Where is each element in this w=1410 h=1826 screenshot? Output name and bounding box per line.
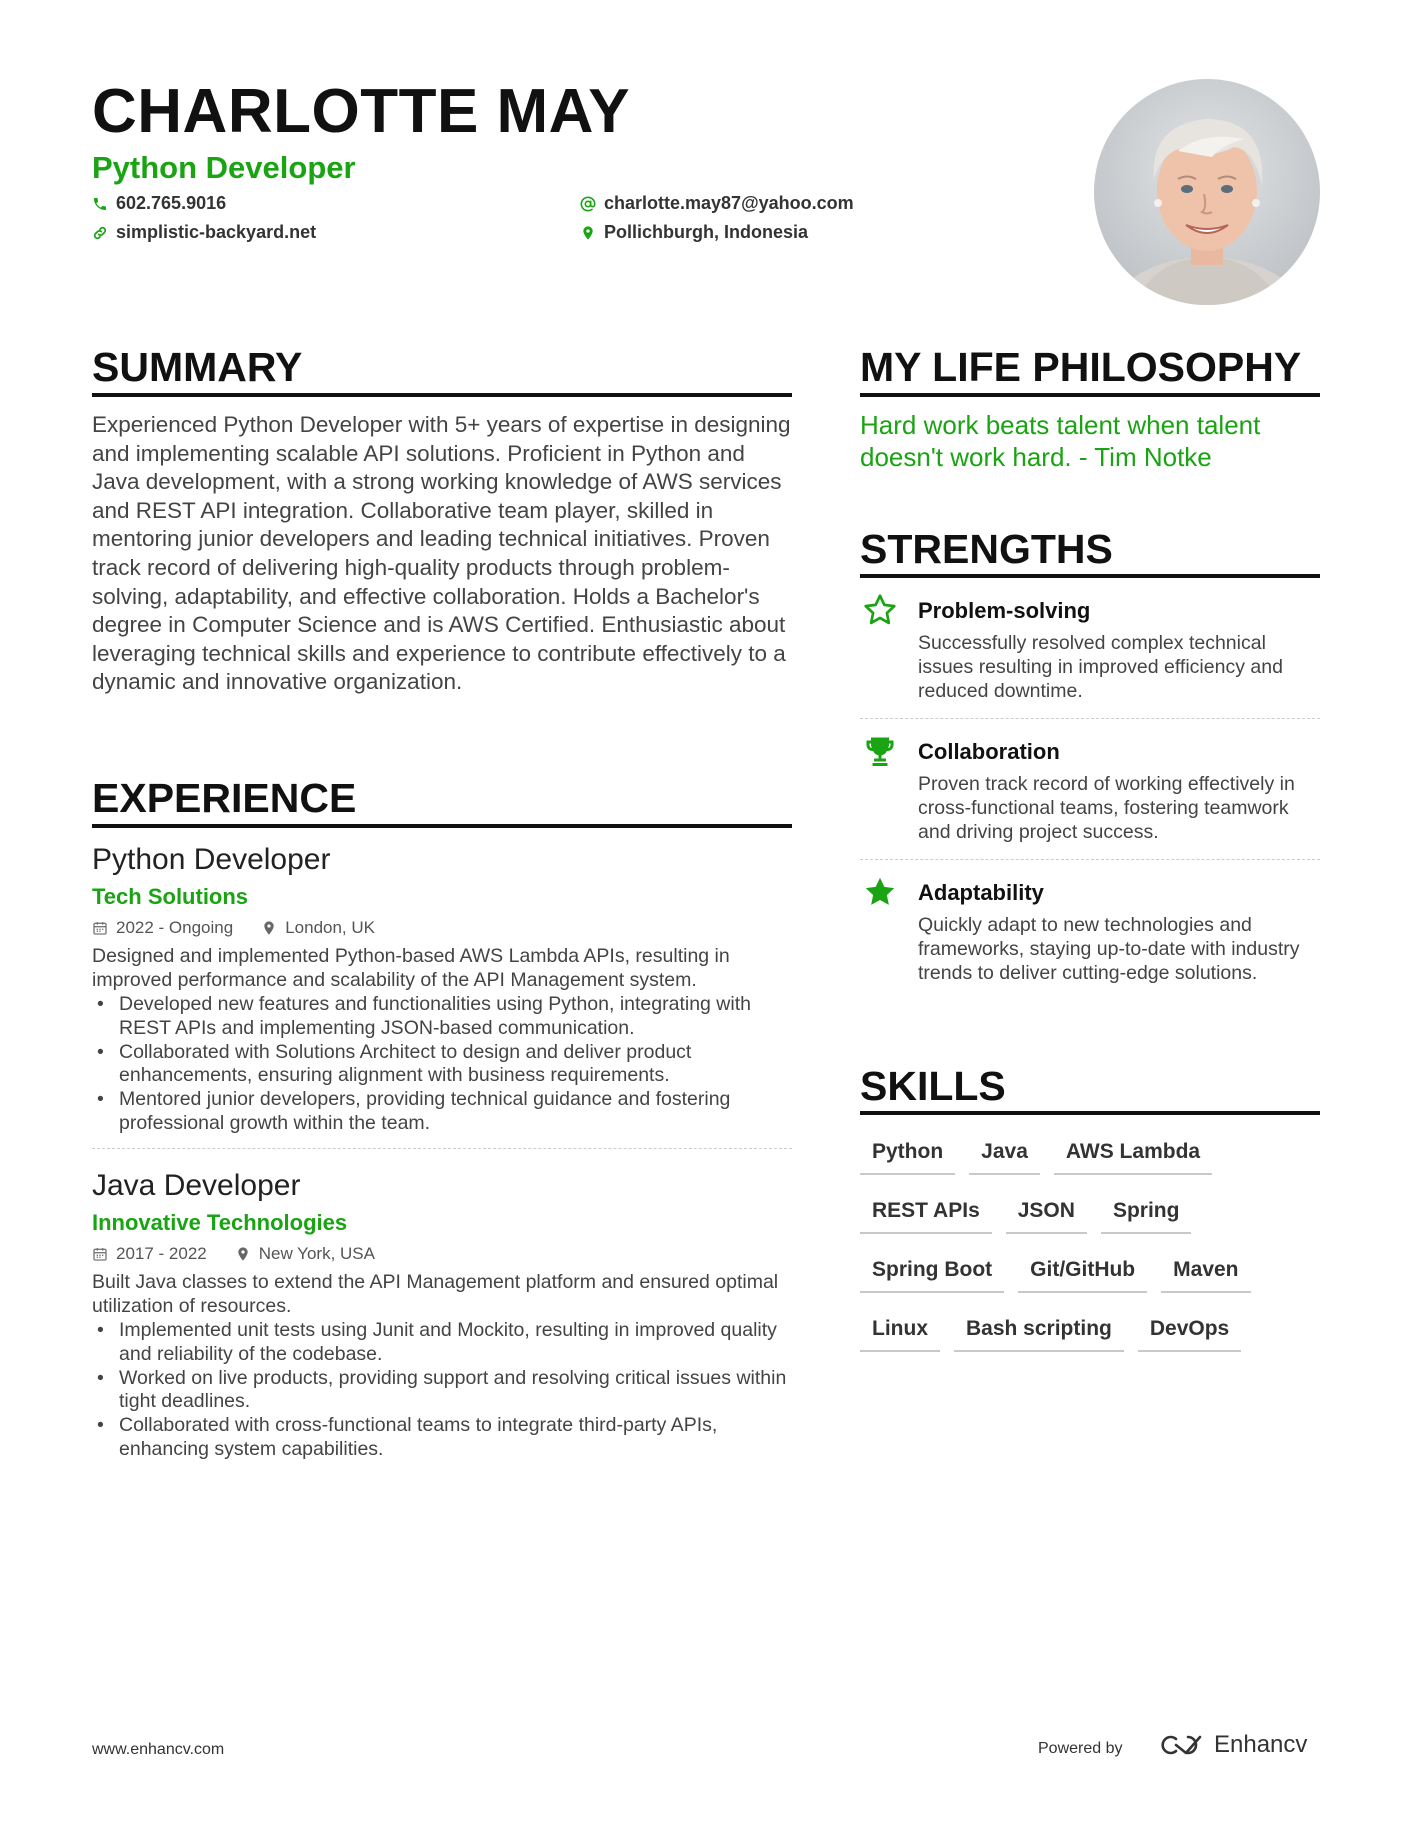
phone-contact — [92, 193, 226, 214]
experience-heading: EXPERIENCE — [92, 775, 357, 821]
location-contact — [580, 222, 808, 243]
job-bullet: • Implemented unit tests using Junit and Mockito, resulting in improved quality and reliability of the codebase. — [92, 1319, 792, 1367]
profile-photo — [1094, 79, 1320, 305]
enhancv-logo-icon — [1158, 1732, 1206, 1758]
location-pin-icon — [261, 920, 277, 936]
summary-rule — [92, 393, 792, 397]
skill-tag: Spring — [1101, 1199, 1192, 1234]
skills-row — [860, 1258, 1251, 1293]
job-bullet-list — [92, 993, 792, 1136]
job-meta — [92, 918, 403, 938]
strength-description: Proven track record of working effectively in cross-functional teams, fostering teamwork and driving project success. — [918, 773, 1295, 843]
phone-icon — [92, 196, 108, 212]
at-icon — [580, 196, 596, 212]
phone-text: 602.765.9016 — [116, 193, 227, 213]
strength-title: Collaboration — [918, 739, 1060, 764]
job-dates — [92, 1244, 207, 1264]
location-text: Pollichburgh, Indonesia — [604, 222, 809, 242]
link-icon — [92, 225, 108, 241]
strengths-rule — [860, 574, 1320, 578]
job-company: Innovative Technologies — [92, 1210, 348, 1235]
strengths-heading: STRENGTHS — [860, 526, 1113, 572]
job-location-text: London, UK — [285, 918, 375, 937]
calendar-icon — [92, 920, 108, 936]
philosophy-rule — [860, 393, 1320, 397]
strength-title: Problem-solving — [918, 598, 1091, 623]
website-text[interactable]: simplistic-backyard.net — [116, 222, 317, 242]
job-bullet: • Collaborated with Solutions Architect to design and deliver product enhancements, ensuring alignment with business requirements. — [92, 1041, 792, 1089]
skill-tag: REST APIs — [860, 1199, 992, 1234]
job-bullet-list — [92, 1319, 792, 1462]
job-dates — [92, 918, 233, 938]
brand-name: Enhancv — [1214, 1731, 1308, 1758]
job-dates-text: 2022 - Ongoing — [116, 918, 234, 937]
skill-tag: Bash scripting — [954, 1317, 1124, 1352]
email-text[interactable]: charlotte.may87@yahoo.com — [604, 193, 854, 213]
job-description: Built Java classes to extend the API Management platform and ensured optimal utilization of resources. — [92, 1271, 779, 1317]
skills-row — [860, 1317, 1241, 1352]
job-bullet: • Developed new features and functionalities using Python, integrating with REST APIs and implementing JSON-based communication. — [92, 993, 792, 1041]
skill-tag: Linux — [860, 1317, 940, 1352]
philosophy-quote: Hard work beats talent when talent doesn't work hard. - Tim Notke — [860, 410, 1261, 472]
strength-description: Quickly adapt to new technologies and frameworks, staying up-to-date with industry trends to deliver cutting-edge solutions. — [918, 914, 1300, 984]
job-meta — [92, 1244, 403, 1264]
location-pin-icon — [580, 225, 596, 241]
job-location-text: New York, USA — [258, 1244, 375, 1263]
star-filled-icon — [862, 874, 898, 910]
job-divider — [92, 1148, 792, 1149]
job-description: Designed and implemented Python-based AWS Lambda APIs, resulting in improved performance and scalability of the API Management system. — [92, 945, 730, 991]
job-title: Java Developer — [92, 1169, 301, 1202]
brand-logo[interactable] — [1158, 1731, 1307, 1759]
location-pin-icon — [235, 1246, 251, 1262]
email-contact[interactable] — [580, 193, 854, 214]
skill-tag: JSON — [1006, 1199, 1087, 1234]
strength-description: Successfully resolved complex technical issues resulting in improved efficiency and reduced downtime. — [918, 632, 1283, 702]
skill-tag: Git/GitHub — [1018, 1258, 1147, 1293]
job-location — [261, 918, 375, 938]
powered-by-label: Powered by — [1038, 1740, 1123, 1757]
skill-tag: Python — [860, 1140, 955, 1175]
strength-title: Adaptability — [918, 880, 1044, 905]
philosophy-heading: MY LIFE PHILOSOPHY — [860, 344, 1302, 390]
job-title: Python Developer — [92, 843, 331, 876]
skills-row — [860, 1199, 1191, 1234]
experience-rule — [92, 824, 792, 828]
candidate-name: CHARLOTTE MAY — [92, 77, 631, 146]
job-bullet: • Collaborated with cross-functional teams to integrate third-party APIs, enhancing system capabilities. — [92, 1414, 792, 1462]
job-location — [235, 1244, 375, 1264]
job-bullet: • Worked on live products, providing support and resolving critical issues within tight deadlines. — [92, 1367, 792, 1415]
job-bullet: • Mentored junior developers, providing technical guidance and fostering professional growth within the team. — [92, 1088, 792, 1136]
skills-rule — [860, 1111, 1320, 1115]
skills-heading: SKILLS — [860, 1063, 1006, 1109]
skill-tag: Maven — [1161, 1258, 1250, 1293]
skills-row — [860, 1140, 1212, 1175]
footer-url[interactable]: www.enhancv.com — [92, 1741, 225, 1758]
job-dates-text: 2017 - 2022 — [116, 1244, 207, 1263]
skill-tag: AWS Lambda — [1054, 1140, 1212, 1175]
summary-text: Experienced Python Developer with 5+ years of expertise in designing and implementing scalable API solutions. Proficient in Python and Java development, with a strong working knowledge of AWS services and REST API integration. Collaborative team player, skilled in mentoring junior developers and leading technical initiatives. Proven track record of delivering high-quality products through problem-solving, adaptability, and effective collaboration. Holds a Bachelor's degree in Computer Science and is AWS Certified. Enthusiastic about leveraging technical skills and experience to contribute effectively to a dynamic and innovative organization. — [92, 412, 791, 695]
candidate-role: Python Developer — [92, 150, 356, 185]
skill-tag: Spring Boot — [860, 1258, 1004, 1293]
skill-tag: DevOps — [1138, 1317, 1241, 1352]
star-outline-icon — [862, 592, 898, 628]
trophy-icon — [862, 733, 898, 769]
calendar-icon — [92, 1246, 108, 1262]
strength-divider — [860, 859, 1320, 860]
skill-tag: Java — [969, 1140, 1040, 1175]
website-contact[interactable] — [92, 222, 316, 243]
job-company: Tech Solutions — [92, 884, 249, 909]
summary-heading: SUMMARY — [92, 344, 303, 390]
strength-divider — [860, 718, 1320, 719]
